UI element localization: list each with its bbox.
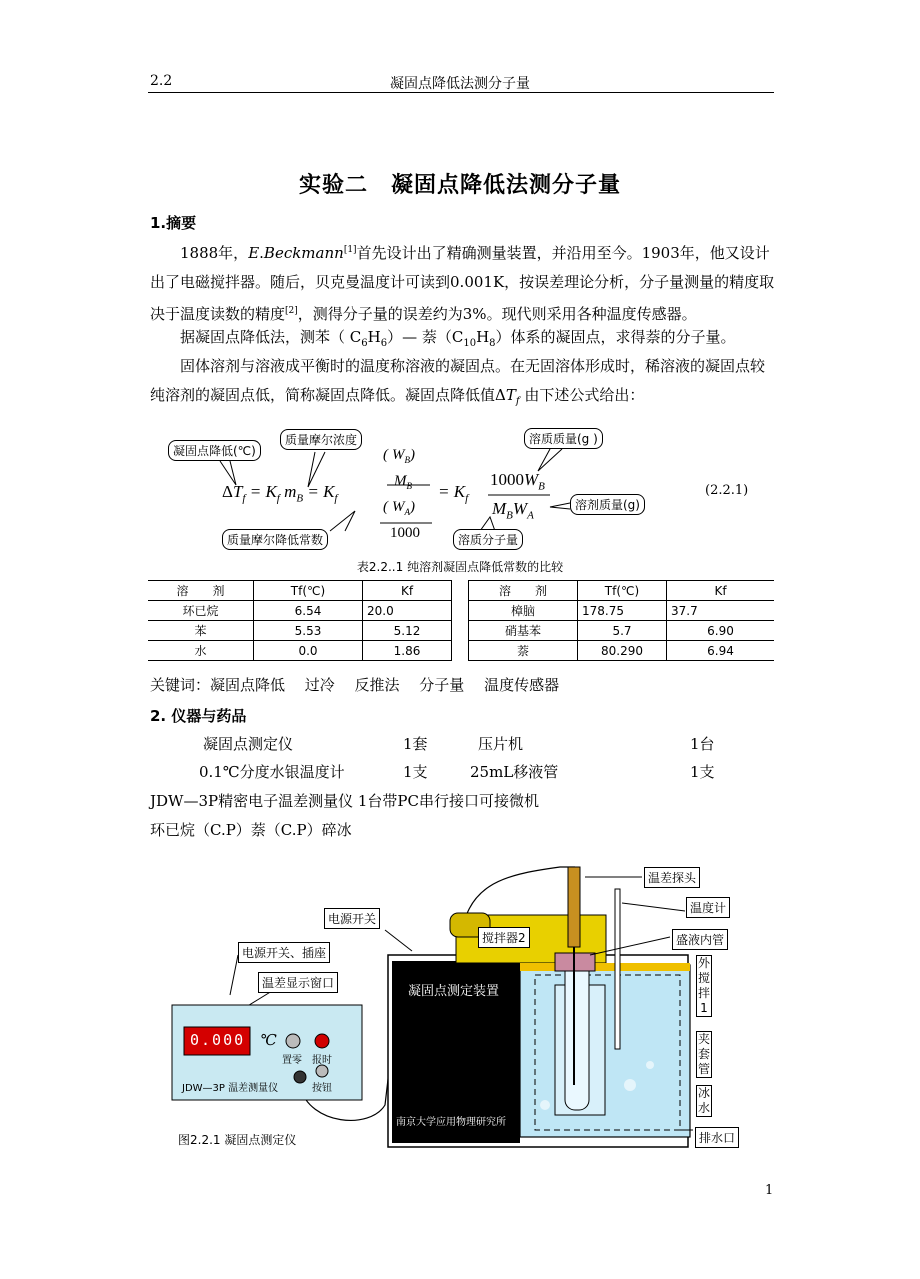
inst-2-qty: 1台: [690, 735, 715, 753]
label-display-window: 温差显示窗口: [258, 972, 338, 993]
header-title: 凝固点降低法测分子量: [390, 76, 530, 92]
formula-wa: ( $W_A$): [383, 499, 415, 517]
alarm-button-label[interactable]: 报时: [312, 1055, 332, 1066]
display-value: 0.000: [190, 1031, 246, 1049]
label-power-switch: 电源开关: [324, 908, 380, 929]
cell: 硝基苯: [469, 621, 578, 641]
cell: 环已烷: [148, 601, 254, 621]
formula-num2: $1000W_B$: [490, 470, 545, 493]
figure-caption: 图2.2.1 凝固点测定仪: [178, 1133, 297, 1147]
label-power-socket: 电源开关、插座: [238, 942, 330, 963]
instrument-line-3: JDW—3P精密电子温差测量仪 1台带PC串行接口可接微机: [150, 792, 539, 810]
callout-freezing-point-depression: 凝固点降低(℃): [168, 440, 261, 461]
cell: 5.53: [254, 621, 363, 641]
label-jacket: 夹套管: [697, 1032, 710, 1076]
table-row: [148, 641, 774, 661]
formula-block: [150, 425, 775, 555]
cell: 5.7: [578, 621, 667, 641]
label-stirrer-2: 搅拌器2: [478, 927, 530, 948]
cell: 水: [148, 641, 254, 661]
label-icewater: 冰水: [697, 1086, 710, 1115]
cell: 20.0: [363, 601, 452, 621]
reagents-line: 环已烷（C.P）萘（C.P）碎冰: [150, 821, 352, 839]
formula-lhs: $\Delta T_f = K_f$ $m_B = K_f$: [222, 482, 338, 505]
table-row: [148, 621, 774, 641]
th-solvent: 溶 剂: [148, 581, 254, 601]
th-tf-2: Tf(℃): [578, 581, 667, 601]
cell: 苯: [148, 621, 254, 641]
inst-4-qty: 1支: [690, 763, 715, 781]
label-outer-stir: 外搅拌1: [697, 956, 710, 1015]
page-number: 1: [765, 1183, 774, 1198]
label-thermometer: 温度计: [686, 897, 730, 918]
label-inner-tube: 盛液内管: [672, 929, 728, 950]
header-section-number: 2.2: [150, 73, 173, 89]
knob-button-label[interactable]: 按钮: [312, 1083, 332, 1094]
cell: 80.290: [578, 641, 667, 661]
page-title: 实验二 凝固点降低法测分子量: [298, 173, 621, 198]
label-drain: 排水口: [695, 1127, 739, 1148]
cell: 5.12: [363, 621, 452, 641]
callout-solute-mass: 溶质质量(g ): [524, 428, 603, 449]
device-maker: 南京大学应用物理研究所: [396, 1117, 506, 1128]
cell: 6.94: [667, 641, 775, 661]
cell: 1.86: [363, 641, 452, 661]
device-title: 凝固点测定装置: [408, 984, 500, 999]
formula-eq2: = $K_f$: [438, 482, 469, 505]
formula-mb: $M_B$: [394, 473, 412, 491]
paragraph-3: 固体溶剂与溶液成平衡时的温度称溶液的凝固点。在无固溶体形成时，稀溶液的凝固点较纯溶剂的凝固点低，简称凝固点降低。凝固点降低值$\Delta T_f$ 由下述公式给出：: [150, 357, 766, 407]
formula-1000: 1000: [390, 525, 420, 541]
section-heading-abstract: 1.摘要: [150, 214, 197, 232]
callout-solute-molar-mass: 溶质分子量: [453, 529, 523, 550]
inst-2-name: 压片机: [478, 735, 524, 753]
cell: 178.75: [578, 601, 667, 621]
cell: 萘: [469, 641, 578, 661]
callout-solvent-mass: 溶剂质量(g): [570, 494, 645, 515]
cell: 6.54: [254, 601, 363, 621]
inst-3-qty: 1支: [403, 763, 428, 781]
apparatus-figure: [160, 855, 780, 1160]
label-probe: 温差探头: [644, 867, 700, 888]
callout-molality: 质量摩尔浓度: [280, 429, 362, 450]
th-solvent-2: 溶 剂: [469, 581, 578, 601]
th-tf: Tf(℃): [254, 581, 363, 601]
formula-den2: $M_BW_A$: [492, 499, 534, 522]
constants-table: [148, 580, 774, 661]
inst-3-name: 0.1℃分度水银温度计: [199, 763, 345, 781]
paragraph-2: 据凝固点降低法，测苯（ $C_6H_6)—$ 萘$(C_{10}H_8)$体系的凝固点，求得萘的分子量。: [180, 328, 736, 349]
display-unit: ℃: [260, 1031, 277, 1049]
formula-number: (2.2.1): [705, 483, 749, 498]
inst-1-name: 凝固点测定仪: [203, 735, 294, 753]
paragraph-1: 1888年，E.Beckmann[1]首先设计出了精确测量装置，并沿用至今。1903年，他又设计出了电磁搅拌器。随后，贝克曼温度计可读到0.001K，按误差理论分析，分子量测量的精度取决于温度读数的精度[2]，测得分子量的误差约为3%。现代则采用各种温度传感器。: [150, 244, 775, 323]
inst-1-qty: 1套: [403, 735, 428, 753]
formula-frac-top: ( $W_B$): [383, 447, 415, 465]
header-rule: [148, 92, 774, 93]
table-caption: 表2.2..1 纯溶剂凝固点降低常数的比较: [356, 560, 564, 574]
th-kf: Kf: [363, 581, 452, 601]
keywords: 关键词：凝固点降低 过冷 反推法 分子量 温度传感器: [150, 676, 560, 694]
cell: 樟脑: [469, 601, 578, 621]
cell: 6.90: [667, 621, 775, 641]
cell: 0.0: [254, 641, 363, 661]
table-row: [148, 601, 774, 621]
zero-button-label[interactable]: 置零: [282, 1055, 302, 1066]
table-header-row: [148, 581, 774, 601]
cell: 37.7: [667, 601, 775, 621]
meter-name: JDW—3P 温差测量仪: [182, 1083, 279, 1094]
section-heading-instruments: 2. 仪器与药品: [150, 707, 247, 725]
inst-4-name: 25mL移液管: [470, 763, 559, 781]
callout-cryoscopic-constant: 质量摩尔降低常数: [222, 529, 328, 550]
th-kf-2: Kf: [667, 581, 775, 601]
